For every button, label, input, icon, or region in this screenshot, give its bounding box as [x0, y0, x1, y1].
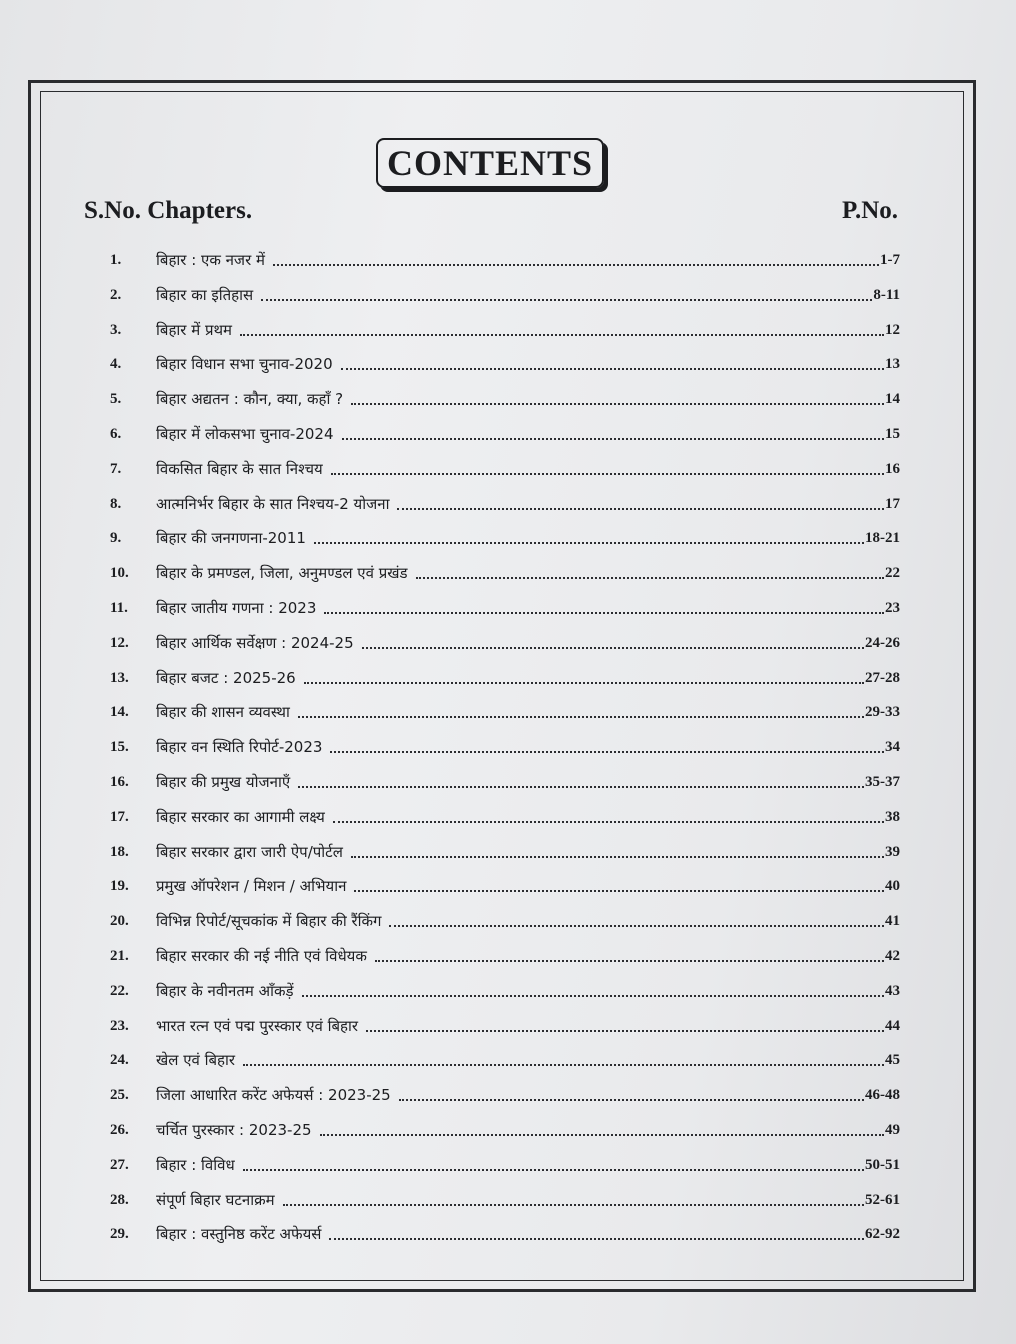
dot-leader: [399, 1098, 864, 1101]
chapter-number: 18.: [110, 843, 129, 860]
chapter-number: 1.: [110, 252, 122, 268]
chapter-title: बिहार विधान सभा चुनाव-2020: [156, 355, 333, 374]
page-range: 39: [885, 843, 900, 860]
dot-leader: [351, 402, 884, 405]
chapter-title: चर्चित पुरस्कार : 2023-25: [156, 1121, 312, 1139]
chapter-number: 20.: [110, 913, 129, 930]
chapter-title: बिहार : वस्तुनिष्ठ करेंट अफेयर्स: [156, 1225, 322, 1244]
chapter-number: 17.: [110, 808, 129, 825]
page-range: 44: [885, 1017, 900, 1034]
page-range: 12: [885, 321, 900, 338]
dot-leader: [389, 924, 884, 927]
toc-row: [110, 1012, 900, 1036]
chapter-title: बिहार सरकार द्वारा जारी ऐप/पोर्टल: [156, 842, 343, 861]
page-range: 15: [885, 426, 900, 442]
page-range: 8-11: [873, 286, 900, 303]
page-range: 45: [885, 1052, 900, 1069]
chapter-number: 12.: [110, 634, 129, 651]
page-range: 27-28: [865, 669, 900, 686]
chapter-title: बिहार सरकार की नई नीति एवं विधेयक: [156, 947, 367, 965]
chapter-number: 14.: [110, 704, 129, 721]
page-range: 43: [885, 982, 900, 999]
toc-row: [110, 350, 900, 374]
chapter-number: 26.: [110, 1122, 129, 1138]
dot-leader: [240, 333, 884, 336]
chapter-title: बिहार वन स्थिति रिपोर्ट-2023: [156, 738, 323, 757]
page-range: 29-33: [865, 704, 900, 721]
chapter-title: बिहार बजट : 2025-26: [156, 668, 296, 687]
dot-leader: [330, 750, 884, 753]
chapter-title: संपूर्ण बिहार घटनाक्रम: [156, 1190, 275, 1209]
dot-leader: [283, 1203, 864, 1206]
chapter-number: 13.: [110, 669, 129, 686]
toc-row: [110, 803, 900, 827]
toc-row: [110, 664, 900, 688]
chapter-number: 10.: [110, 565, 129, 582]
page-range: 40: [885, 878, 900, 895]
toc-row: [110, 838, 900, 862]
dot-leader: [351, 855, 884, 858]
toc-row: [110, 1151, 900, 1175]
toc-row: [110, 1116, 900, 1140]
chapter-title: बिहार के प्रमण्डल, जिला, अनुमण्डल एवं प्रखंड: [156, 564, 408, 583]
page-range: 34: [885, 739, 900, 756]
page-range: 41: [885, 913, 900, 930]
dot-leader: [366, 1029, 884, 1032]
chapter-title: बिहार के नवीनतम आँकड़ें: [156, 981, 294, 1000]
chapter-title: बिहार की जनगणना-2011: [156, 529, 306, 548]
page-range: 62-92: [865, 1226, 900, 1243]
chapter-number: 8.: [110, 495, 122, 512]
toc-row: [110, 733, 900, 757]
chapter-number: 3.: [110, 321, 122, 338]
toc-row: [110, 594, 900, 618]
chapter-number: 25.: [110, 1087, 129, 1104]
toc-row: [110, 246, 900, 270]
dot-leader: [298, 785, 864, 788]
chapter-title: प्रमुख ऑपरेशन / मिशन / अभियान: [156, 877, 347, 896]
toc-row: [110, 524, 900, 548]
toc-row: [110, 1081, 900, 1105]
dot-leader: [333, 820, 884, 823]
dot-leader: [302, 994, 884, 997]
chapter-number: 9.: [110, 530, 122, 547]
chapter-title: बिहार की शासन व्यवस्था: [156, 703, 290, 722]
toc-row: [110, 1186, 900, 1210]
chapter-number: 4.: [110, 356, 122, 373]
chapter-title: बिहार की प्रमुख योजनाएँ: [156, 773, 291, 791]
page-range: 13: [885, 356, 900, 373]
page-range: 1-7: [880, 252, 900, 268]
dot-leader: [362, 646, 864, 649]
chapter-number: 21.: [110, 948, 129, 964]
chapter-title: बिहार : एक नजर में: [156, 251, 265, 269]
chapter-number: 24.: [110, 1052, 129, 1069]
dot-leader: [341, 367, 884, 370]
chapter-number: 7.: [110, 460, 122, 477]
column-header-chapters: S.No. Chapters.: [84, 197, 253, 224]
chapter-title: बिहार जातीय गणना : 2023: [156, 599, 317, 617]
column-header-page-no: P.No.: [841, 197, 898, 224]
toc-row: [110, 455, 900, 479]
toc-row: [110, 385, 900, 409]
dot-leader: [354, 889, 884, 892]
toc-row: [110, 490, 900, 514]
chapter-title: बिहार में लोकसभा चुनाव-2024: [156, 425, 334, 443]
chapter-number: 11.: [110, 600, 128, 616]
dot-leader: [416, 576, 884, 579]
toc-row: [110, 768, 900, 792]
chapter-number: 29.: [110, 1226, 129, 1243]
page-range: 49: [885, 1122, 900, 1138]
chapter-title: विकसित बिहार के सात निश्चय: [156, 459, 323, 478]
toc-row: [110, 316, 900, 340]
page-range: 35-37: [865, 774, 900, 790]
dot-leader: [324, 611, 884, 614]
toc-row: [110, 281, 900, 305]
dot-leader: [314, 541, 864, 544]
dot-leader: [243, 1168, 864, 1171]
page-range: 22: [885, 565, 900, 582]
page-range: 23: [885, 600, 900, 616]
page-range: 17: [885, 495, 900, 512]
toc-row: [110, 1046, 900, 1070]
toc-row: [110, 907, 900, 931]
dot-leader: [342, 437, 884, 440]
dot-leader: [331, 472, 884, 475]
toc-row: [110, 629, 900, 653]
chapter-number: 23.: [110, 1017, 129, 1034]
chapter-title: आत्मनिर्भर बिहार के सात निश्चय-2 योजना: [156, 494, 390, 513]
chapter-number: 28.: [110, 1191, 129, 1208]
dot-leader: [304, 681, 864, 684]
toc-row: [110, 942, 900, 966]
dot-leader: [329, 1237, 864, 1240]
page-range: 38: [885, 808, 900, 825]
chapter-title: बिहार अद्यतन : कौन, क्या, कहाँ ?: [156, 390, 344, 409]
chapter-number: 2.: [110, 286, 122, 303]
dot-leader: [273, 263, 879, 266]
chapter-number: 19.: [110, 878, 129, 895]
chapter-title: बिहार आर्थिक सर्वेक्षण : 2024-25: [156, 633, 354, 652]
dot-leader: [320, 1133, 884, 1136]
dot-leader: [397, 507, 884, 510]
chapter-number: 27.: [110, 1156, 129, 1173]
toc-row: [110, 1220, 900, 1244]
page-range: 16: [885, 460, 900, 477]
page-range: 24-26: [865, 634, 900, 651]
toc-row: [110, 420, 900, 444]
chapter-title: जिला आधारित करेंट अफेयर्स : 2023-25: [156, 1086, 391, 1105]
chapter-number: 15.: [110, 739, 129, 756]
page-range: 52-61: [865, 1191, 900, 1208]
chapter-number: 5.: [110, 391, 122, 408]
page-range: 18-21: [865, 530, 900, 547]
chapter-number: 6.: [110, 426, 122, 442]
chapter-title: बिहार में प्रथम: [156, 320, 233, 339]
contents-title: CONTENTS: [376, 138, 604, 188]
chapter-title: खेल एवं बिहार: [156, 1051, 236, 1070]
chapter-title: बिहार : विविध: [156, 1155, 235, 1174]
dot-leader: [243, 1063, 884, 1066]
dot-leader: [375, 959, 884, 962]
dot-leader: [261, 298, 872, 301]
chapter-title: बिहार सरकार का आगामी लक्ष्य: [156, 807, 325, 826]
chapter-title: विभिन्न रिपोर्ट/सूचकांक में बिहार की रैंकिंग: [156, 912, 382, 931]
toc-row: [110, 977, 900, 1001]
chapter-title: बिहार का इतिहास: [156, 285, 254, 304]
page-range: 50-51: [865, 1156, 900, 1173]
chapter-number: 16.: [110, 774, 129, 790]
page-range: 46-48: [865, 1087, 900, 1104]
toc-row: [110, 559, 900, 583]
toc-row: [110, 872, 900, 896]
page-range: 14: [885, 391, 900, 408]
chapter-number: 22.: [110, 982, 129, 999]
page-range: 42: [885, 948, 900, 964]
chapter-title: भारत रत्न एवं पद्म पुरस्कार एवं बिहार: [156, 1016, 359, 1035]
toc-row: [110, 698, 900, 722]
dot-leader: [298, 715, 864, 718]
